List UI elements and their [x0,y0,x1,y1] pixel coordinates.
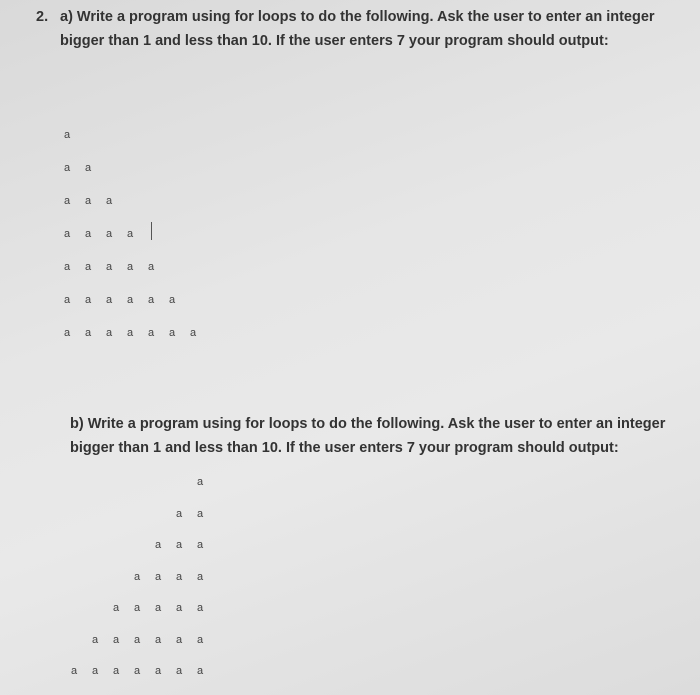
output-char: a [113,602,120,614]
output-char: a [127,261,134,273]
output-char: a [176,665,183,677]
output-char: a [106,195,113,207]
output-row [155,539,218,551]
output-row [71,665,218,677]
output-char: a [127,294,134,306]
output-row [64,129,85,141]
question-b-text: b) Write a program using for loops to do the following. Ask the user to enter an integer bigger than 1 and less than 10. If the user enters 7 your program should output: [70,416,666,456]
question-b [70,412,690,460]
output-char: a [106,327,113,339]
output-char: a [197,665,204,677]
output-char: a [176,539,183,551]
question-number: 2. [36,9,49,25]
output-char: a [197,633,204,646]
output-char: a [134,570,141,583]
output-char: a [148,261,155,273]
output-char: a [197,507,204,520]
output-row [113,602,218,614]
output-char: a [92,633,99,646]
output-row [197,476,218,488]
output-char: a [92,665,99,677]
output-row [64,294,190,306]
output-row [134,571,218,583]
output-char: a [169,327,176,339]
output-char: a [64,162,71,174]
output-char: a [148,294,155,306]
output-char: a [134,665,141,677]
output-char: a [85,294,92,306]
output-char: a [85,162,92,174]
output-char: a [169,294,176,306]
question-a-text: a) Write a program using for loops to do the following. Ask the user to enter an integer bigger than 1 and less than 10. If the user enters 7 your program should output: [60,9,655,49]
output-char: a [106,294,113,306]
output-char: a [85,261,92,273]
output-row [64,195,127,207]
output-char: a [127,228,134,240]
output-row [176,508,218,520]
output-char: a [155,665,162,677]
output-char: a [155,539,162,551]
output-char: a [176,507,183,520]
output-char: a [127,327,134,339]
output-char: a [64,228,71,240]
output-char: a [176,570,183,583]
output-char: a [197,476,204,488]
output-char: a [113,633,120,646]
output-char: a [197,539,204,551]
output-char: a [197,570,204,583]
output-char: a [176,633,183,646]
output-char: a [64,129,71,141]
output-char: a [64,327,71,339]
output-char: a [71,665,78,677]
output-row [64,162,106,174]
output-row [92,634,218,646]
output-char: a [113,665,120,677]
text-cursor [151,222,152,240]
output-char: a [64,261,71,273]
output-char: a [155,633,162,646]
output-char: a [197,602,204,614]
question-a [36,5,686,53]
output-row [64,261,169,273]
output-char: a [64,294,71,306]
output-char: a [148,327,155,339]
output-char: a [106,261,113,273]
output-char: a [134,633,141,646]
output-char: a [64,195,71,207]
output-char: a [85,327,92,339]
output-char: a [85,228,92,240]
output-char: a [85,195,92,207]
output-row [64,327,211,339]
output-char: a [190,327,197,339]
output-row [64,228,148,240]
output-char: a [155,602,162,614]
output-char: a [155,570,162,583]
output-char: a [176,602,183,614]
output-char: a [106,228,113,240]
output-char: a [134,602,141,614]
